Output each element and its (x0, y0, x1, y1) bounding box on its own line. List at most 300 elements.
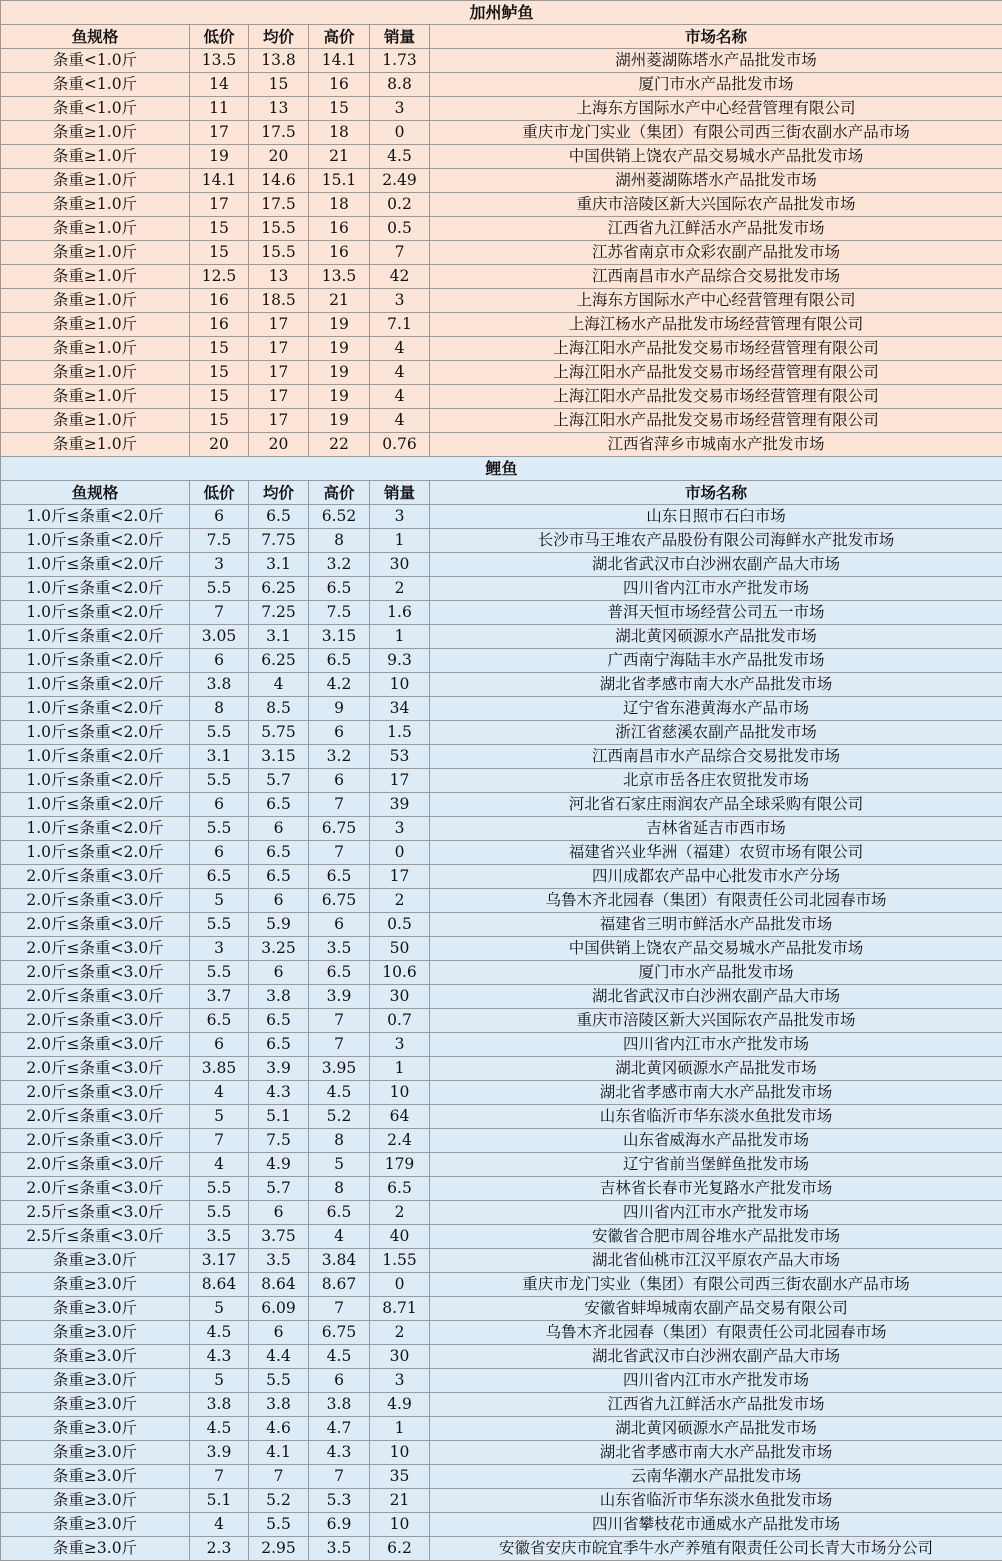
table-cell: 1.0斤≤条重<2.0斤 (1, 505, 190, 529)
table-cell: 19 (190, 145, 249, 169)
table-cell: 4.5 (190, 1321, 249, 1345)
column-header: 市场名称 (430, 25, 1002, 49)
table-cell: 条重≥1.0斤 (1, 313, 190, 337)
table-cell: 湖北省孝感市南大水产品批发市场 (430, 673, 1002, 697)
table-cell: 条重≥3.0斤 (1, 1297, 190, 1321)
table-cell: 6.5 (249, 793, 309, 817)
header-row (1, 481, 1002, 505)
table-cell: 18 (309, 121, 370, 145)
table-cell: 6.5 (249, 841, 309, 865)
table-cell: 6 (249, 1321, 309, 1345)
table-row (1, 1345, 1002, 1369)
table-cell: 江西南昌市水产品综合交易批发市场 (430, 265, 1002, 289)
table-row (1, 361, 1002, 385)
table-cell: 16 (190, 289, 249, 313)
table-row (1, 841, 1002, 865)
table-cell: 13.5 (190, 49, 249, 73)
table-cell: 5.5 (249, 1369, 309, 1393)
table-cell: 3.84 (309, 1249, 370, 1273)
table-row (1, 1225, 1002, 1249)
table-cell: 条重≥3.0斤 (1, 1321, 190, 1345)
table-cell: 1.0斤≤条重<2.0斤 (1, 745, 190, 769)
table-cell: 4 (190, 1081, 249, 1105)
table-cell: 5.5 (190, 1201, 249, 1225)
table-row (1, 1033, 1002, 1057)
table-cell: 江西省萍乡市城南水产批发市场 (430, 433, 1002, 457)
table-cell: 广西南宁海陆丰水产品批发市场 (430, 649, 1002, 673)
table-cell: 18 (309, 193, 370, 217)
table-row (1, 1369, 1002, 1393)
table-cell: 3.05 (190, 625, 249, 649)
table-cell: 湖北省武汉市白沙洲农副产品大市场 (430, 985, 1002, 1009)
table-cell: 湖北省武汉市白沙洲农副产品大市场 (430, 1345, 1002, 1369)
table-cell: 5 (190, 1369, 249, 1393)
table-cell: 10 (370, 1513, 430, 1537)
table-cell: 17 (190, 193, 249, 217)
table-cell: 8 (309, 1129, 370, 1153)
table-cell: 20 (249, 145, 309, 169)
table-cell: 30 (370, 1345, 430, 1369)
table-cell: 1.0斤≤条重<2.0斤 (1, 529, 190, 553)
table-cell: 1.0斤≤条重<2.0斤 (1, 625, 190, 649)
table-cell: 2.0斤≤条重<3.0斤 (1, 1081, 190, 1105)
table-cell: 6.52 (309, 505, 370, 529)
table-cell: 8.64 (249, 1273, 309, 1297)
table-cell: 14 (190, 73, 249, 97)
table-cell: 3 (370, 817, 430, 841)
table-cell: 4 (249, 673, 309, 697)
table-cell: 19 (309, 313, 370, 337)
table-cell: 6.25 (249, 577, 309, 601)
table-cell: 6.75 (309, 817, 370, 841)
table-row (1, 241, 1002, 265)
table-cell: 江西南昌市水产品综合交易批发市场 (430, 745, 1002, 769)
table-cell: 5.5 (190, 961, 249, 985)
table-cell: 1.0斤≤条重<2.0斤 (1, 697, 190, 721)
table-cell: 17 (249, 337, 309, 361)
table-cell: 6.5 (309, 865, 370, 889)
table-cell: 2.3 (190, 1537, 249, 1561)
table-cell: 10 (370, 1441, 430, 1465)
table-row (1, 97, 1002, 121)
table-cell: 四川省内江市水产批发市场 (430, 1201, 1002, 1225)
table-cell: 4.4 (249, 1345, 309, 1369)
table-cell: 福建省兴业华洲（福建）农贸市场有限公司 (430, 841, 1002, 865)
table-cell: 江西省九江鲜活水产品批发市场 (430, 217, 1002, 241)
table-cell: 条重≥1.0斤 (1, 169, 190, 193)
table-row (1, 1201, 1002, 1225)
table-cell: 条重≥1.0斤 (1, 121, 190, 145)
table-cell: 北京市岳各庄农贸批发市场 (430, 769, 1002, 793)
table-cell: 0.7 (370, 1009, 430, 1033)
column-header: 高价 (309, 481, 370, 505)
table-cell: 3 (370, 289, 430, 313)
table-row (1, 985, 1002, 1009)
table-row (1, 817, 1002, 841)
table-cell: 湖北省孝感市南大水产品批发市场 (430, 1081, 1002, 1105)
table-cell: 8.8 (370, 73, 430, 97)
table-cell: 条重≥1.0斤 (1, 433, 190, 457)
table-cell: 2.0斤≤条重<3.0斤 (1, 1129, 190, 1153)
table-cell: 湖州菱湖陈塔水产品批发市场 (430, 169, 1002, 193)
table-cell: 2.0斤≤条重<3.0斤 (1, 865, 190, 889)
table-cell: 条重≥3.0斤 (1, 1369, 190, 1393)
table-cell: 3.8 (249, 1393, 309, 1417)
column-header: 市场名称 (430, 481, 1002, 505)
table-cell: 4 (370, 409, 430, 433)
table-cell: 条重≥1.0斤 (1, 337, 190, 361)
table-cell: 条重≥3.0斤 (1, 1537, 190, 1561)
table-cell: 条重≥3.0斤 (1, 1249, 190, 1273)
table-cell: 江苏省南京市众彩农副产品批发市场 (430, 241, 1002, 265)
table-row (1, 913, 1002, 937)
table-cell: 17 (190, 121, 249, 145)
table-cell: 15 (309, 97, 370, 121)
table-cell: 6.5 (190, 1009, 249, 1033)
table-cell: 湖北黄冈硕源水产品批发市场 (430, 625, 1002, 649)
column-header: 均价 (249, 481, 309, 505)
table-cell: 条重≥1.0斤 (1, 289, 190, 313)
table-cell: 4 (309, 1225, 370, 1249)
table-cell: 6.5 (309, 577, 370, 601)
table-cell: 5.2 (309, 1105, 370, 1129)
table-cell: 6.5 (249, 505, 309, 529)
table-cell: 上海江阳水产品批发交易市场经营管理有限公司 (430, 385, 1002, 409)
table-row (1, 865, 1002, 889)
table-cell: 4.3 (249, 1081, 309, 1105)
table-row (1, 385, 1002, 409)
table-cell: 2.0斤≤条重<3.0斤 (1, 1033, 190, 1057)
table-cell: 8.71 (370, 1297, 430, 1321)
table-cell: 江西省九江鲜活水产品批发市场 (430, 1393, 1002, 1417)
table-row (1, 121, 1002, 145)
table-cell: 3.85 (190, 1057, 249, 1081)
table-cell: 重庆市涪陵区新大兴国际农产品批发市场 (430, 193, 1002, 217)
table-cell: 0.76 (370, 433, 430, 457)
table-cell: 8.67 (309, 1273, 370, 1297)
table-cell: 6.2 (370, 1537, 430, 1561)
table-row (1, 73, 1002, 97)
table-cell: 179 (370, 1153, 430, 1177)
table-cell: 7 (309, 1465, 370, 1489)
table-cell: 厦门市水产品批发市场 (430, 73, 1002, 97)
table-cell: 上海东方国际水产中心经营管理有限公司 (430, 97, 1002, 121)
table-cell: 云南华潮水产品批发市场 (430, 1465, 1002, 1489)
table-cell: 3 (370, 505, 430, 529)
table-cell: 条重≥1.0斤 (1, 145, 190, 169)
table-cell: 2.0斤≤条重<3.0斤 (1, 1153, 190, 1177)
table-cell: 3.8 (309, 1393, 370, 1417)
table-cell: 0.5 (370, 913, 430, 937)
table-row (1, 1537, 1002, 1561)
table-cell: 19 (309, 361, 370, 385)
table-row (1, 625, 1002, 649)
table-cell: 42 (370, 265, 430, 289)
table-cell: 21 (309, 289, 370, 313)
table-cell: 7 (249, 1465, 309, 1489)
table-cell: 1.0斤≤条重<2.0斤 (1, 769, 190, 793)
table-row (1, 1489, 1002, 1513)
table-cell: 7.5 (190, 529, 249, 553)
table-cell: 7 (309, 1009, 370, 1033)
table-cell: 6 (190, 793, 249, 817)
table-cell: 1.6 (370, 601, 430, 625)
table-cell: 条重≥3.0斤 (1, 1513, 190, 1537)
table-cell: 1.0斤≤条重<2.0斤 (1, 601, 190, 625)
table-cell: 条重≥3.0斤 (1, 1489, 190, 1513)
table-cell: 7.5 (249, 1129, 309, 1153)
table-row (1, 265, 1002, 289)
table-cell: 20 (190, 433, 249, 457)
table-cell: 4.2 (309, 673, 370, 697)
table-cell: 19 (309, 337, 370, 361)
table-cell: 2.5斤≤条重<3.0斤 (1, 1201, 190, 1225)
table-cell: 4.9 (249, 1153, 309, 1177)
table-cell: 13.5 (309, 265, 370, 289)
table-cell: 15.1 (309, 169, 370, 193)
column-header: 销量 (370, 481, 430, 505)
table-row (1, 313, 1002, 337)
table-cell: 3.5 (309, 937, 370, 961)
table-cell: 条重≥1.0斤 (1, 361, 190, 385)
table-cell: 上海东方国际水产中心经营管理有限公司 (430, 289, 1002, 313)
table-row (1, 1057, 1002, 1081)
table-cell: 9 (309, 697, 370, 721)
table-cell: 8.5 (249, 697, 309, 721)
table-cell: 上海江阳水产品批发交易市场经营管理有限公司 (430, 361, 1002, 385)
table-cell: 重庆市龙门实业（集团）有限公司西三街农副水产品市场 (430, 121, 1002, 145)
table-cell: 7.1 (370, 313, 430, 337)
table-cell: 4 (370, 337, 430, 361)
table-cell: 上海江阳水产品批发交易市场经营管理有限公司 (430, 337, 1002, 361)
table-cell: 4.7 (309, 1417, 370, 1441)
table-cell: 长沙市马王堆农产品股份有限公司海鲜水产批发市场 (430, 529, 1002, 553)
table-cell: 15 (190, 385, 249, 409)
table-cell: 3.9 (190, 1441, 249, 1465)
table-cell: 重庆市龙门实业（集团）有限公司西三街农副水产品市场 (430, 1273, 1002, 1297)
table-cell: 4.1 (249, 1441, 309, 1465)
table-cell: 8 (190, 697, 249, 721)
table-cell: 吉林省延吉市西市场 (430, 817, 1002, 841)
table-cell: 10.6 (370, 961, 430, 985)
table-cell: 6 (249, 817, 309, 841)
table-cell: 安徽省合肥市周谷堆水产品批发市场 (430, 1225, 1002, 1249)
table-row (1, 433, 1002, 457)
table-cell: 35 (370, 1465, 430, 1489)
table-cell: 4.9 (370, 1393, 430, 1417)
table-cell: 条重≥1.0斤 (1, 217, 190, 241)
table-cell: 7 (190, 1129, 249, 1153)
table-cell: 1.0斤≤条重<2.0斤 (1, 841, 190, 865)
table-cell: 3.1 (249, 553, 309, 577)
table-cell: 2.5斤≤条重<3.0斤 (1, 1225, 190, 1249)
table-cell: 2 (370, 577, 430, 601)
table-cell: 2 (370, 889, 430, 913)
table-cell: 上海江杨水产品批发市场经营管理有限公司 (430, 313, 1002, 337)
table-row (1, 193, 1002, 217)
table-cell: 条重<1.0斤 (1, 73, 190, 97)
table-cell: 14.1 (190, 169, 249, 193)
table-row (1, 1153, 1002, 1177)
table-cell: 3.15 (309, 625, 370, 649)
table-cell: 3.2 (309, 745, 370, 769)
table-cell: 3.8 (190, 673, 249, 697)
table-cell: 6.5 (249, 865, 309, 889)
table-cell: 64 (370, 1105, 430, 1129)
table-cell: 重庆市涪陵区新大兴国际农产品批发市场 (430, 1009, 1002, 1033)
table-cell: 湖北省仙桃市江汉平原农产品大市场 (430, 1249, 1002, 1273)
table-cell: 四川省内江市水产批发市场 (430, 577, 1002, 601)
table-cell: 条重≥1.0斤 (1, 385, 190, 409)
table-row (1, 1249, 1002, 1273)
table-cell: 6.5 (249, 1009, 309, 1033)
table-cell: 8.64 (190, 1273, 249, 1297)
table-row (1, 1441, 1002, 1465)
column-header: 鱼规格 (1, 481, 190, 505)
table-cell: 2.0斤≤条重<3.0斤 (1, 937, 190, 961)
table-cell: 湖北省孝感市南大水产品批发市场 (430, 1441, 1002, 1465)
table-cell: 4 (190, 1153, 249, 1177)
table-cell: 条重≥1.0斤 (1, 409, 190, 433)
table-cell: 1.73 (370, 49, 430, 73)
table-cell: 21 (309, 145, 370, 169)
column-header: 高价 (309, 25, 370, 49)
table-cell: 4.6 (249, 1417, 309, 1441)
table-cell: 2.0斤≤条重<3.0斤 (1, 889, 190, 913)
table-cell: 12.5 (190, 265, 249, 289)
table-cell: 5.9 (249, 913, 309, 937)
table-cell: 5.7 (249, 769, 309, 793)
table-cell: 安徽省安庆市皖宜季牛水产养殖有限责任公司长青大市场分公司 (430, 1537, 1002, 1561)
table-cell: 1.0斤≤条重<2.0斤 (1, 793, 190, 817)
table-row (1, 145, 1002, 169)
table-cell: 3.5 (190, 1225, 249, 1249)
table-cell: 16 (309, 217, 370, 241)
table-row (1, 697, 1002, 721)
table-cell: 16 (309, 73, 370, 97)
table-row (1, 1297, 1002, 1321)
table-cell: 四川省内江市水产批发市场 (430, 1033, 1002, 1057)
table-row (1, 769, 1002, 793)
table-cell: 2.95 (249, 1537, 309, 1561)
table-cell: 6.5 (309, 649, 370, 673)
table-cell: 5 (190, 1105, 249, 1129)
table-cell: 5.5 (190, 817, 249, 841)
table-cell: 3.8 (190, 1393, 249, 1417)
table-cell: 21 (370, 1489, 430, 1513)
table-cell: 1.5 (370, 721, 430, 745)
table-cell: 普洱天恒市场经营公司五一市场 (430, 601, 1002, 625)
table-cell: 山东日照市石臼市场 (430, 505, 1002, 529)
table-cell: 4.5 (370, 145, 430, 169)
table-cell: 13 (249, 97, 309, 121)
table-cell: 1.0斤≤条重<2.0斤 (1, 817, 190, 841)
table-cell: 湖北黄冈硕源水产品批发市场 (430, 1417, 1002, 1441)
table-cell: 4 (370, 361, 430, 385)
table-cell: 10 (370, 673, 430, 697)
table-cell: 1.0斤≤条重<2.0斤 (1, 673, 190, 697)
table-cell: 5.7 (249, 1177, 309, 1201)
table-cell: 6.09 (249, 1297, 309, 1321)
table-cell: 中国供销上饶农产品交易城水产品批发市场 (430, 937, 1002, 961)
table-cell: 4.3 (190, 1345, 249, 1369)
table-row (1, 793, 1002, 817)
table-cell: 3.5 (309, 1537, 370, 1561)
table-cell: 2.0斤≤条重<3.0斤 (1, 961, 190, 985)
table-cell: 6 (249, 889, 309, 913)
table-cell: 条重<1.0斤 (1, 97, 190, 121)
table-cell: 15.5 (249, 217, 309, 241)
table-cell: 6.5 (249, 1033, 309, 1057)
table-row (1, 217, 1002, 241)
table-cell: 1.0斤≤条重<2.0斤 (1, 721, 190, 745)
table-cell: 17 (249, 361, 309, 385)
table-cell: 19 (309, 409, 370, 433)
section-title-row (1, 1, 1002, 25)
table-cell: 6 (190, 1033, 249, 1057)
table-cell: 浙江省慈溪农副产品批发市场 (430, 721, 1002, 745)
table-cell: 15 (249, 73, 309, 97)
table-cell: 条重≥1.0斤 (1, 241, 190, 265)
table-cell: 16 (309, 241, 370, 265)
table-cell: 3 (190, 553, 249, 577)
table-cell: 0 (370, 841, 430, 865)
table-cell: 2.0斤≤条重<3.0斤 (1, 1177, 190, 1201)
table-cell: 8 (309, 1177, 370, 1201)
table-cell: 河北省石家庄雨润农产品全球采购有限公司 (430, 793, 1002, 817)
column-header: 销量 (370, 25, 430, 49)
table-row (1, 721, 1002, 745)
table-cell: 4 (370, 385, 430, 409)
table-cell: 4.5 (309, 1345, 370, 1369)
table-cell: 15 (190, 409, 249, 433)
table-cell: 1 (370, 1057, 430, 1081)
table-cell: 6 (190, 841, 249, 865)
table-cell: 5 (309, 1153, 370, 1177)
table-cell: 2.0斤≤条重<3.0斤 (1, 1105, 190, 1129)
table-cell: 条重≥3.0斤 (1, 1393, 190, 1417)
table-cell: 6 (190, 505, 249, 529)
table-row (1, 1513, 1002, 1537)
table-cell: 4.5 (190, 1417, 249, 1441)
header-row (1, 25, 1002, 49)
table-cell: 7 (309, 1033, 370, 1057)
table-cell: 乌鲁木齐北园春（集团）有限责任公司北园春市场 (430, 889, 1002, 913)
table-row (1, 577, 1002, 601)
table-cell: 2 (370, 1201, 430, 1225)
table-row (1, 1393, 1002, 1417)
table-row (1, 1273, 1002, 1297)
column-header: 均价 (249, 25, 309, 49)
table-cell: 3 (370, 97, 430, 121)
table-cell: 15 (190, 217, 249, 241)
table-cell: 4 (190, 1513, 249, 1537)
table-cell: 3.2 (309, 553, 370, 577)
table-cell: 6.5 (309, 1201, 370, 1225)
table-cell: 5.1 (249, 1105, 309, 1129)
table-cell: 6.5 (190, 865, 249, 889)
table-cell: 7.5 (309, 601, 370, 625)
table-cell: 上海江阳水产品批发交易市场经营管理有限公司 (430, 409, 1002, 433)
section-title: 鲤鱼 (1, 457, 1002, 481)
table-cell: 2.0斤≤条重<3.0斤 (1, 1057, 190, 1081)
table-cell: 11 (190, 97, 249, 121)
table-cell: 3.17 (190, 1249, 249, 1273)
table-cell: 3.25 (249, 937, 309, 961)
table-row (1, 1105, 1002, 1129)
table-cell: 1 (370, 625, 430, 649)
table-row (1, 289, 1002, 313)
